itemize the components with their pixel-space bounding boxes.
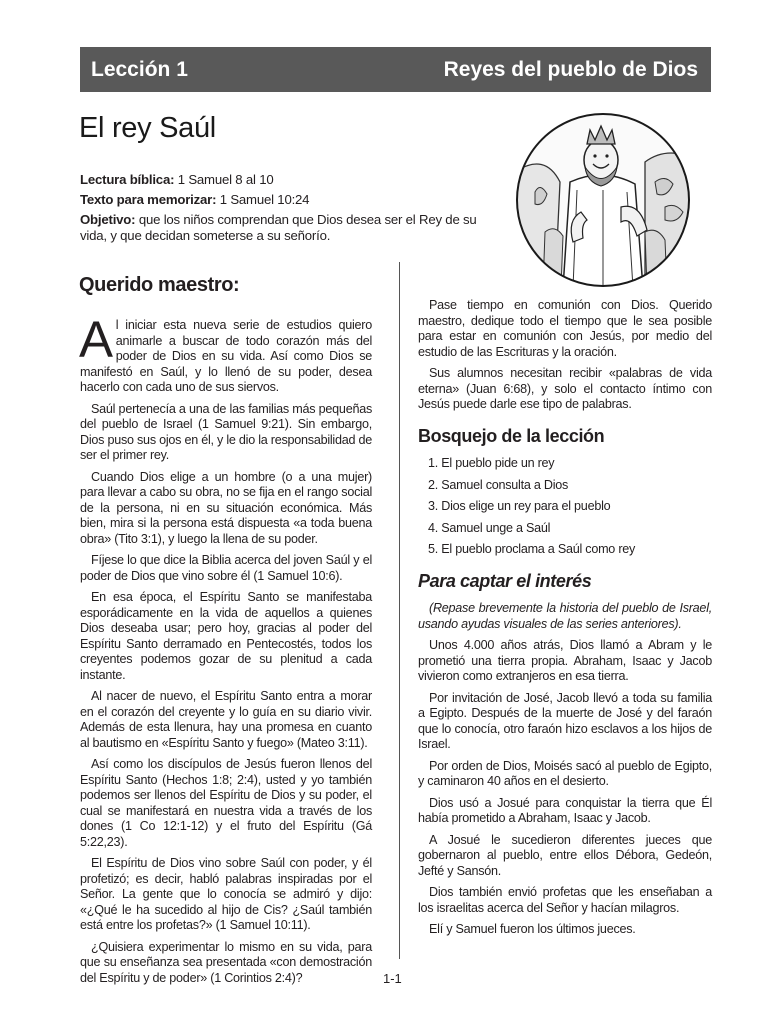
paragraph: A Josué le sucedieron diferentes jueces que gobernaron al pueblo, entre ellos Débora, Gedeón, Jefté y Sansón. — [418, 832, 712, 878]
king-saul-illustration — [515, 112, 691, 288]
paragraph: Por orden de Dios, Moisés sacó al pueblo de Egipto, y caminaron 40 años en el desierto. — [418, 758, 712, 788]
paragraph: Sus alumnos necesitan recibir «palabras de vida eterna» (Juan 6:68), y solo el contacto íntimo con Jesús puede darle ese tipo de palabras. — [418, 366, 712, 411]
interest-heading: Para captar el interés — [418, 570, 592, 591]
left-column — [79, 311, 372, 992]
paragraph: Dios usó a Josué para conquistar la tierra que Él había prometido a Abraham, Isaac y Jacob. — [418, 795, 712, 825]
drop-cap: A — [79, 311, 113, 368]
reading-value: 1 Samuel 8 al 10 — [174, 172, 274, 187]
reading-label: Lectura bíblica: — [80, 172, 175, 187]
objective-value: que los niños comprendan que Dios desea ser el Rey de su vida, y que decidan someterse a su señorío. — [80, 212, 477, 243]
right-column — [418, 298, 712, 944]
outline-item: 2. Samuel consulta a Dios — [428, 477, 569, 492]
paragraph: Pase tiempo en comunión con Dios. Querido maestro, dedique todo el tiempo que le sea posible para estar en comunión con Jesús, por medio del estudio de las Escrituras y la oración. — [418, 298, 712, 359]
paragraph: En esa época, el Espíritu Santo se manifestaba esporádicamente en la vida de aquellos a quienes Dios deseaba usar; pero hoy, gracias al poder del Espíritu Santo derramado en Pentecostés, todos los creyentes podemos gozar de su plenitud a cada instante. — [80, 590, 372, 682]
memory-line — [80, 192, 480, 208]
outline-item: 4. Samuel unge a Saúl — [428, 520, 551, 535]
paragraph: Saúl pertenecía a una de las familias más pequeñas del pueblo de Israel (1 Samuel 9:21). Sin embargo, Dios puso sus ojos en él, y le dio la responsabilidad de ser el primer rey. — [80, 401, 372, 462]
objective-label: Objetivo: — [80, 212, 136, 227]
paragraph: Unos 4.000 años atrás, Dios llamó a Abram y le prometió una tierra propia. Abraham, Isaac y Jacob vivieron como extranjeros en esa tierra. — [418, 638, 712, 683]
paragraph: Por invitación de José, Jacob llevó a toda su familia a Egipto. Después de la muerte de José y del faraón que lo conocía, otro faraón hizo esclavos a los hijos de Israel. — [418, 690, 712, 751]
lesson-meta — [80, 172, 480, 248]
page-number: 1-1 — [383, 971, 402, 986]
paragraph: ¿Quisiera experimentar lo mismo en su vida, para que su enseñanza sea presentada «con demostración del Espíritu y de poder» (1 Corintios 2:4)? — [80, 939, 372, 985]
series-title: Reyes del pueblo de Dios — [443, 57, 698, 81]
intro-text: l iniciar esta nueva serie de estudios quiero animarle a buscar de todo corazón más del poder de Dios en su vida. Así como Dios se manifestó en Saúl, y lo llenó de su poder, desea hacerlo con cada uno de sus siervos. — [80, 318, 372, 394]
reading-line — [80, 172, 480, 188]
intro-paragraph — [79, 311, 372, 396]
paragraph: Elí y Samuel fueron los últimos jueces. — [429, 922, 636, 936]
paragraph: Dios también envió profetas que les enseñaban a los israelitas acerca del Señor y hacían milagros. — [418, 885, 712, 915]
review-note: (Repase brevemente la historia del pueblo de Israel, usando ayudas visuales de las series anteriores). — [418, 601, 712, 631]
outline-heading: Bosquejo de la lección — [418, 425, 605, 446]
lesson-number: Lección 1 — [91, 57, 188, 81]
paragraph: El Espíritu de Dios vino sobre Saúl con poder, y él profetizó; es decir, habló palabras inspiradas por el Señor. La gente que lo conocía se admiró y dijo: «¿Qué le ha sucedido al hijo de Cis? ¿Saúl también está entre los profetas?» (1 Samuel 10:11). — [80, 856, 372, 932]
objective-line — [80, 212, 480, 244]
outline-item: 5. El pueblo proclama a Saúl como rey — [428, 542, 636, 556]
paragraph: Fíjese lo que dice la Biblia acerca del joven Saúl y el poder de Dios que vino sobre él (1 Samuel 10:6). — [80, 553, 372, 583]
outline-item: 1. El pueblo pide un rey — [428, 456, 555, 470]
lesson-banner — [80, 47, 711, 92]
outline-item: 3. Dios elige un rey para el pueblo — [428, 499, 611, 513]
paragraph: Cuando Dios elige a un hombre (o a una mujer) para llevar a cabo su obra, no se fija en el rango social de la persona, ni en su situación económica. Más bien, mira si la persona está dispuesta «a toda buena obra» (Tito 3:1), y luego la llena de su poder. — [80, 469, 372, 546]
column-divider — [399, 262, 400, 959]
dear-teacher-heading: Querido maestro: — [79, 274, 240, 296]
paragraph: Al nacer de nuevo, el Espíritu Santo entra a morar en el corazón del creyente y lo guía en su diario vivir. Además de esta llenura, hay una promesa en cuanto al bautismo en «Espíritu Santo y fuego» (Mateo 3:11). — [80, 689, 372, 750]
paragraph: Así como los discípulos de Jesús fueron llenos del Espíritu Santo (Hechos 1:8; 2:4), usted y yo también podemos ser llenos del Espíritu de Dios y su poder, el cual se manifestará en nuestra vida a través de los dones (1 Co 12:1-12) y el fruto del Espíritu (Gá 5:22,23). — [80, 757, 372, 849]
lesson-outline — [428, 456, 712, 558]
page-title: El rey Saúl — [79, 112, 216, 144]
memory-value: 1 Samuel 10:24 — [216, 192, 310, 207]
memory-label: Texto para memorizar: — [80, 192, 217, 207]
